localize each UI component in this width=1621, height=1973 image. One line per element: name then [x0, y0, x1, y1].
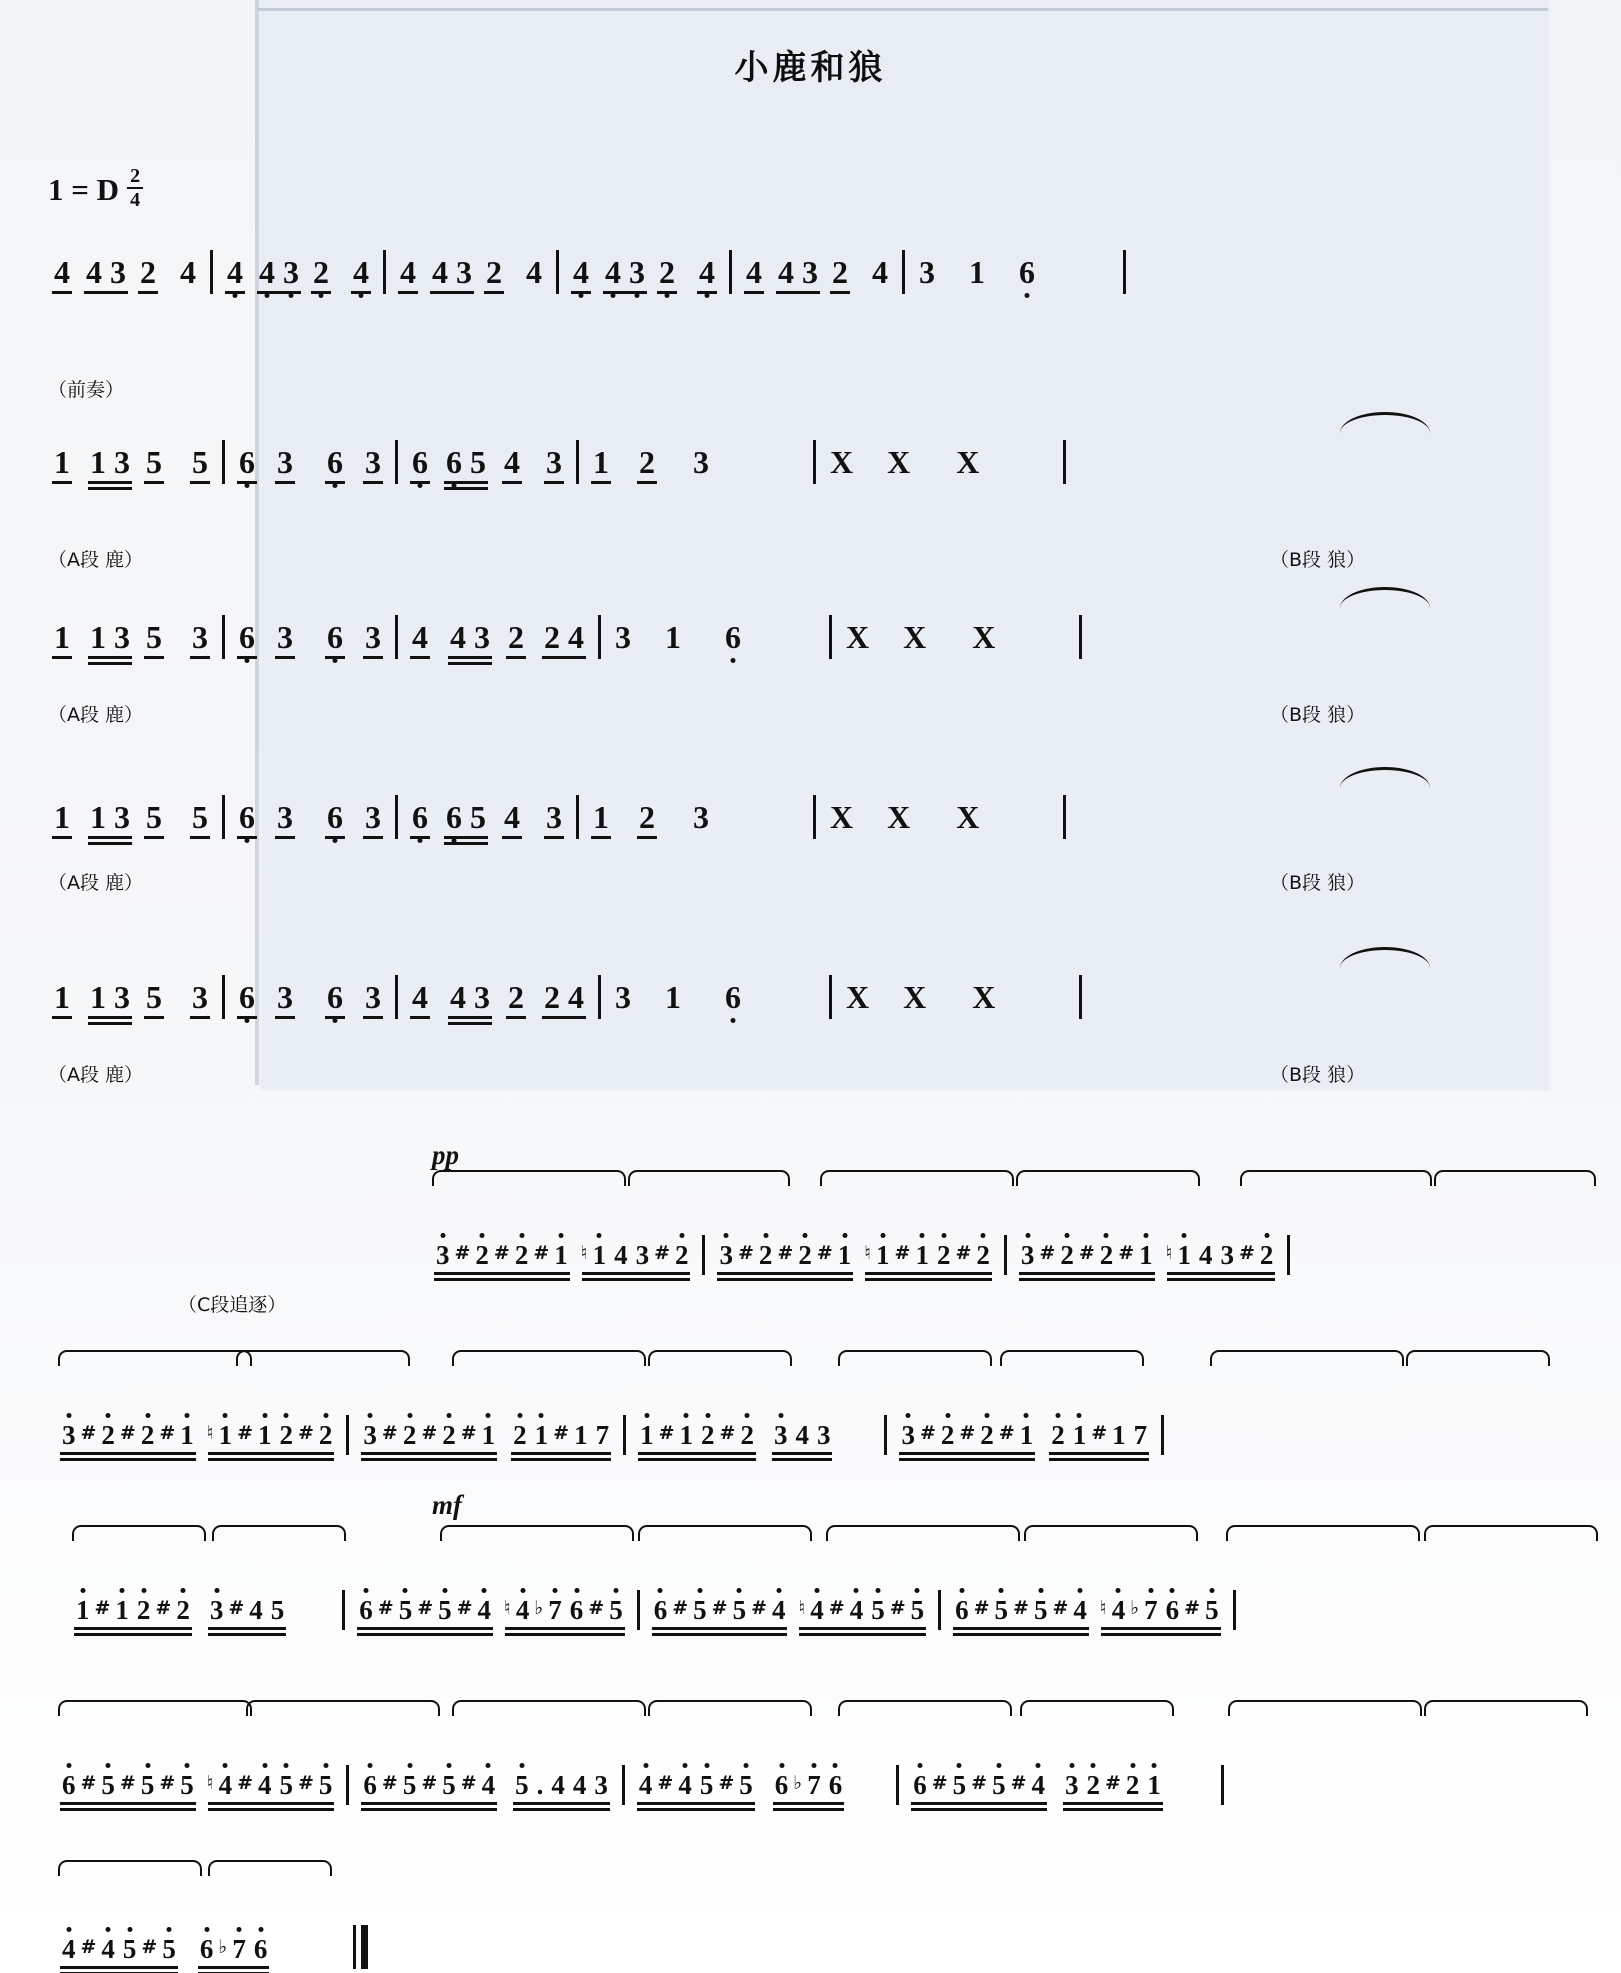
phrase-bracket — [1226, 1525, 1420, 1541]
label-section-b: （B段 狼） — [1270, 549, 1366, 571]
phrase-bracket — [452, 1700, 646, 1716]
measure-percussion: X X X — [830, 444, 980, 480]
barline — [637, 1590, 640, 1630]
label-intro: （前奏） — [48, 379, 125, 401]
phrase-bracket — [72, 1525, 206, 1541]
phrase-bracket — [1406, 1350, 1550, 1366]
measure: 3 1 6 — [611, 621, 745, 663]
measure: 6 # 5 # 5 # 4 5 . 4 4 3 — [359, 1772, 612, 1809]
barline — [222, 795, 225, 839]
barline — [222, 615, 225, 659]
barline — [576, 440, 579, 484]
measure: 6 3 6 3 — [235, 446, 385, 488]
phrase-bracket — [820, 1170, 1014, 1186]
barline-end — [1079, 615, 1082, 659]
system-4 — [50, 795, 1076, 843]
barline — [1004, 1235, 1007, 1275]
system-2 — [50, 440, 1076, 488]
barline — [222, 975, 225, 1019]
measure: 4 4 3 2 4 — [569, 256, 719, 298]
phrase-bracket — [1016, 1170, 1200, 1186]
system-5 — [50, 975, 1092, 1023]
barline-end — [1079, 975, 1082, 1019]
label-section-c: （C段追逐） — [178, 1294, 287, 1316]
measure: 6 # 5 # 5 # 4 ♮ 4 ♭ 7 6 # 5 — [355, 1597, 626, 1634]
phrase-bracket — [58, 1860, 202, 1876]
phrase-bracket — [58, 1700, 252, 1716]
phrase-bracket — [1000, 1350, 1144, 1366]
measure: 4 4 3 2 4 — [50, 256, 200, 298]
label-section-a: （A段 鹿） — [48, 872, 144, 894]
measure: 6 # 5 # 5 # 4 ♮ 4 ♭ 7 6 # 5 — [951, 1597, 1222, 1634]
key-signature — [48, 165, 143, 212]
measure: 6 # 5 # 5 # 4 3 2 # 2 1 — [909, 1772, 1165, 1809]
barline — [1221, 1765, 1224, 1805]
phrase-bracket — [440, 1525, 634, 1541]
system-3 — [50, 615, 1092, 663]
barline — [395, 440, 398, 484]
phrase-bracket — [1228, 1700, 1422, 1716]
phrase-bracket — [638, 1525, 812, 1541]
barline — [383, 250, 386, 294]
measure: 1 1 3 5 3 — [50, 621, 212, 663]
phrase-bracket — [826, 1525, 1020, 1541]
measure: 1 1 3 5 3 — [50, 981, 212, 1023]
barline — [1161, 1415, 1164, 1455]
barline — [342, 1590, 345, 1630]
barline — [598, 975, 601, 1019]
phrase-bracket — [648, 1700, 812, 1716]
dynamic-pp: pp — [432, 1140, 459, 1170]
phrase-bracket — [1020, 1700, 1174, 1716]
barline — [556, 250, 559, 294]
system-7 — [58, 1415, 1174, 1459]
measure-percussion: X X X — [846, 979, 996, 1015]
label-section-a: （A段 鹿） — [48, 1064, 144, 1086]
phrase-bracket — [1240, 1170, 1432, 1186]
barline — [395, 975, 398, 1019]
barline — [622, 1765, 625, 1805]
measure: 4 4 3 2 4 — [223, 256, 373, 298]
measure: 1 2 3 — [589, 446, 713, 488]
barline-end — [1063, 440, 1066, 484]
barline — [938, 1590, 941, 1630]
page-title: 小鹿和狼 — [734, 48, 887, 88]
barline — [729, 250, 732, 294]
barline — [210, 250, 213, 294]
barline — [623, 1415, 626, 1455]
measure: 6 3 6 3 — [235, 981, 385, 1023]
barline-end — [1123, 250, 1126, 294]
label-section-b: （B段 狼） — [1270, 704, 1366, 726]
system-10 — [58, 1925, 368, 1973]
barline — [884, 1415, 887, 1455]
measure: 1 # 1 2 # 2 3 4 3 — [636, 1422, 834, 1459]
measure: 6 6 5 4 3 — [408, 446, 566, 488]
barline — [395, 795, 398, 839]
key-signature-text: 1 = D — [48, 172, 120, 207]
measure: 3 1 6 — [611, 981, 745, 1023]
measure: 3 # 2 # 2 # 1 ♮ 1 # 1 2 # 2 — [58, 1422, 336, 1459]
phrase-bracket — [648, 1350, 792, 1366]
phrase-bracket — [236, 1350, 410, 1366]
measure: 3 # 2 # 2 # 1 2 1 # 1 7 — [359, 1422, 613, 1459]
system-8 — [72, 1590, 1246, 1634]
measure: 4 4 3 2 2 4 — [408, 621, 588, 663]
barline-end — [1063, 795, 1066, 839]
measure: 1 # 1 2 # 2 3 # 4 5 — [72, 1597, 288, 1634]
measure: 3 # 2 # 2 # 1 ♮ 1 4 3 # 2 — [432, 1242, 692, 1279]
barline — [902, 250, 905, 294]
phrase-bracket — [628, 1170, 790, 1186]
phrase-bracket — [452, 1350, 646, 1366]
barline — [813, 795, 816, 839]
barline — [896, 1765, 899, 1805]
measure: 4 4 3 2 4 — [742, 256, 892, 298]
measure: 6 3 6 3 — [235, 801, 385, 843]
barline — [1287, 1235, 1290, 1275]
barline — [222, 440, 225, 484]
barline — [576, 795, 579, 839]
phrase-bracket — [1210, 1350, 1404, 1366]
scan-edge-left — [255, 0, 259, 1085]
phrase-bracket — [208, 1860, 332, 1876]
barline — [829, 615, 832, 659]
measure: 4 # 4 5 # 5 6 ♭ 7 6 — [635, 1772, 846, 1809]
measure: 6 3 6 3 — [235, 621, 385, 663]
measure: 3 # 2 # 2 # 1 ♮ 1 # 1 2 # 2 — [715, 1242, 993, 1279]
measure: 3 1 6 — [915, 256, 1039, 298]
measure: 6 6 5 4 3 — [408, 801, 566, 843]
label-section-b: （B段 狼） — [1270, 872, 1366, 894]
phrase-bracket — [212, 1525, 346, 1541]
measure-percussion: X X X — [846, 619, 996, 655]
measure: 4 4 3 2 4 — [396, 256, 546, 298]
measure-percussion: X X X — [830, 799, 980, 835]
barline — [598, 615, 601, 659]
label-section-a: （A段 鹿） — [48, 704, 144, 726]
final-double-barline — [353, 1925, 368, 1973]
measure: 6 # 5 # 5 # 4 ♮ 4 # 4 5 # 5 — [650, 1597, 928, 1634]
system-6 — [432, 1235, 1300, 1279]
scan-edge-top — [258, 8, 1548, 11]
barline — [1233, 1590, 1236, 1630]
phrase-bracket — [246, 1700, 440, 1716]
label-section-b: （B段 狼） — [1270, 1064, 1366, 1086]
barline — [395, 615, 398, 659]
barline — [702, 1235, 705, 1275]
system-9 — [58, 1765, 1234, 1809]
system-1 — [50, 250, 1136, 298]
phrase-bracket — [1424, 1700, 1588, 1716]
measure: 3 # 2 # 2 # 1 2 1 # 1 7 — [897, 1422, 1151, 1459]
measure: 6 # 5 # 5 # 5 ♮ 4 # 4 5 # 5 — [58, 1772, 336, 1809]
phrase-bracket — [1434, 1170, 1596, 1186]
phrase-bracket — [838, 1700, 1012, 1716]
barline — [346, 1765, 349, 1805]
barline — [346, 1415, 349, 1455]
measure: 1 1 3 5 5 — [50, 446, 212, 488]
phrase-bracket — [58, 1350, 252, 1366]
measure: 3 # 2 # 2 # 1 ♮ 1 4 3 # 2 — [1017, 1242, 1277, 1279]
time-signature-denominator: 4 — [130, 189, 141, 211]
phrase-bracket — [1424, 1525, 1598, 1541]
measure: 4 # 4 5 # 5 6 ♭ 7 6 — [58, 1936, 271, 1973]
dynamic-mf: mf — [432, 1490, 462, 1520]
phrase-bracket — [1024, 1525, 1198, 1541]
barline — [829, 975, 832, 1019]
time-signature — [127, 166, 143, 210]
label-section-a: （A段 鹿） — [48, 549, 144, 571]
measure: 4 4 3 2 2 4 — [408, 981, 588, 1023]
measure: 1 1 3 5 5 — [50, 801, 212, 843]
time-signature-numerator: 2 — [130, 165, 141, 187]
measure: 1 2 3 — [589, 801, 713, 843]
barline — [813, 440, 816, 484]
phrase-bracket — [432, 1170, 626, 1186]
phrase-bracket — [838, 1350, 992, 1366]
